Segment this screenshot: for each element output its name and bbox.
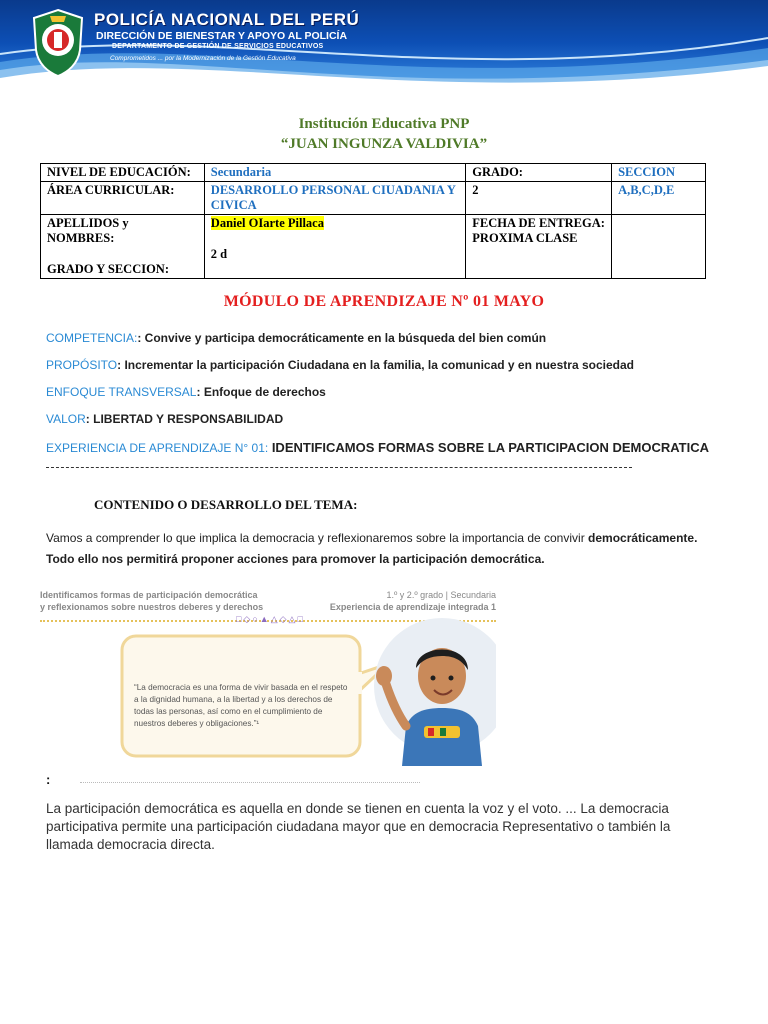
fecha-value: PROXIMA CLASE <box>472 231 578 245</box>
fecha-label: FECHA DE ENTREGA: <box>472 216 605 230</box>
grado-value: 2 <box>466 182 612 215</box>
proposito-value: : Incrementar la participación Ciudadana en la familia, la comunicad y en nuestra sociedad <box>117 358 634 372</box>
enfoque-value: : Enfoque de derechos <box>196 385 326 399</box>
nivel-label: NIVEL DE EDUCACIÓN: <box>41 164 205 182</box>
intro-part2: democráticamente. Todo ello nos permitirá proponer acciones para promover la participación democrática. <box>46 531 698 566</box>
nivel-value: Secundaria <box>204 164 465 182</box>
figure-grade: 1.º y 2.º grado | Secundaria <box>386 590 496 600</box>
competencia-label: COMPETENCIA: <box>46 331 138 345</box>
experiencia-value: IDENTIFICAMOS FORMAS SOBRE LA PARTICIPACION DEMOCRATICA <box>268 440 709 455</box>
grado-label: GRADO: <box>466 164 612 182</box>
area-value: DESARROLLO PERSONAL CIUADANIA Y CIVICA <box>204 182 465 215</box>
table-row <box>41 182 706 215</box>
area-label: ÁREA CURRICULAR: <box>41 182 205 215</box>
figure-title-line1: Identificamos formas de participación democrática <box>40 590 258 600</box>
participation-paragraph: La participación democrática es aquella en donde se tienen en cuenta la voz y el voto. ... La democracia participativa permite una participación ciudadana mayor que en democracia Representativo o también la llamada democracia directa. <box>46 801 671 852</box>
dashed-divider <box>46 467 632 468</box>
boy-waving-illustration-icon <box>362 614 496 766</box>
proposito-label: PROPÓSITO <box>46 358 118 372</box>
police-emblem-icon <box>30 8 86 78</box>
nombres-cell <box>41 215 205 279</box>
institution-name: Institución Educativa PNP <box>298 116 470 132</box>
faint-dotted-line <box>80 782 420 783</box>
institution-school: “JUAN INGUNZA VALDIVIA” <box>280 136 488 152</box>
competencia-value: : Convive y participa democráticamente en la búsqueda del bien común <box>137 331 547 345</box>
colon-mark: : <box>46 772 51 787</box>
proposito-line <box>46 358 634 372</box>
intro-paragraph <box>46 528 706 570</box>
seccion-label: SECCION <box>612 164 706 182</box>
enfoque-line <box>46 385 326 399</box>
experiencia-line <box>46 440 709 455</box>
table-row <box>41 215 706 279</box>
valor-label: VALOR <box>46 412 86 426</box>
banner-department: DEPARTAMENTO DE GESTIÓN DE SERVICIOS EDUCATIVOS <box>112 43 324 50</box>
experiencia-label: EXPERIENCIA DE APRENDIZAJE N° 01: <box>46 441 269 455</box>
democracy-quote: “La democracia es una forma de vivir basada en el respeto a la dignidad humana, a la libertad y a los derechos de todas las personas, así como en el cumplimiento de nuestros deberes y obligaciones.”¹ <box>134 683 348 728</box>
banner-subtitle: DIRECCIÓN DE BIENESTAR Y APOYO AL POLICÍA <box>96 30 348 42</box>
module-title: MÓDULO DE APRENDIZAJE Nº 01 MAYO <box>223 293 545 310</box>
competencia-line <box>46 331 546 345</box>
valor-line <box>46 412 283 426</box>
banner-title: POLICÍA NACIONAL DEL PERÚ <box>94 10 360 29</box>
seccion-value: A,B,C,D,E <box>612 182 706 215</box>
figure-experience: Experiencia de aprendizaje integrada 1 <box>329 602 496 612</box>
valor-value: : LIBERTAD Y RESPONSABILIDAD <box>85 412 284 426</box>
content-heading: CONTENIDO O DESARROLLO DEL TEMA: <box>94 497 358 512</box>
table-row <box>41 164 706 182</box>
shapes-decoration-icon: □◇○▲△◇△□ <box>236 614 305 624</box>
enfoque-label: ENFOQUE TRANSVERSAL <box>46 385 197 399</box>
figure-title-line2: y reflexionamos sobre nuestros deberes y derechos <box>40 602 264 612</box>
nombres-label: APELLIDOS y NOMBRES: <box>47 216 129 245</box>
grado-seccion-label: GRADO Y SECCION: <box>47 262 169 276</box>
nombres-value-cell <box>204 215 465 279</box>
fecha-cell <box>466 215 612 279</box>
intro-part1: Vamos a comprender lo que implica la democracia y reflexionaremos sobre la importancia de convivir <box>46 531 589 545</box>
student-name: Daniel OIarte Pillaca <box>210 216 324 230</box>
illustration-figure <box>40 576 496 772</box>
banner-motto: Comprometidos ... por la Modernización de la Gestión Educativa <box>110 55 296 62</box>
grado-seccion-value: 2 d <box>210 247 228 261</box>
student-info-table <box>40 163 706 279</box>
empty-cell <box>612 215 706 279</box>
header-banner <box>0 0 768 108</box>
